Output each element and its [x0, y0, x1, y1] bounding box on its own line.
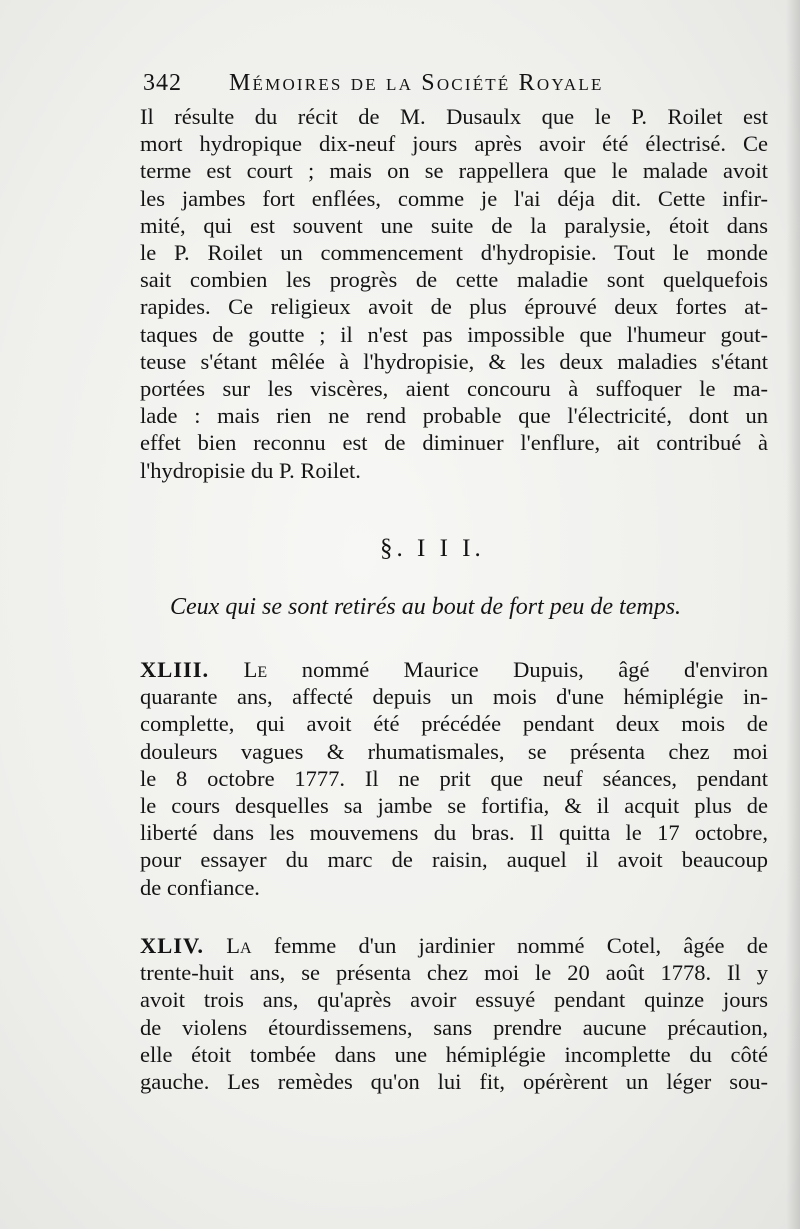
section-subtitle: Ceux qui se sont retirés au bout de fort peu de temps. — [170, 594, 682, 620]
text-line: mité, qui est souvent une suite de la paralysie, étoit dans — [140, 212, 768, 238]
text-line: gauche. Les remèdes qu'on lui fit, opérèrent un léger sou- — [140, 1069, 768, 1095]
paragraph-case-xliv — [140, 932, 768, 1095]
text-line: le P. Roilet un commencement d'hydropisie. Tout le monde — [140, 240, 768, 266]
text-line: mort hydropique dix-neuf jours après avoir été électrisé. Ce — [140, 131, 768, 157]
page-number: 342 — [143, 70, 182, 96]
text-line: effet bien reconnu est de diminuer l'enflure, ait contribué à — [140, 430, 768, 456]
case-lead-word: La — [226, 933, 252, 958]
text-line: pour essayer du marc de raisin, auquel il avoit beaucoup — [140, 847, 768, 873]
text-line: l'hydropisie du P. Roilet. — [140, 457, 361, 483]
text-line: lade : mais rien ne rend probable que l'électricité, dont un — [140, 403, 768, 429]
case-first-line — [140, 932, 768, 959]
text-line: sait combien les progrès de cette maladie sont quelquefois — [140, 267, 768, 293]
text-line: de violens étourdissemens, sans prendre aucune précaution, — [140, 1014, 768, 1040]
text-line: teuse s'étant mêlée à l'hydropisie, & les deux maladies s'étant — [140, 348, 768, 374]
text-line: trente-huit ans, se présenta chez moi le 20 août 1778. Il y — [140, 960, 768, 986]
text-fragment: nommé Maurice Dupuis, âgé d'environ — [301, 657, 769, 682]
text-line: douleurs vagues & rhumatismales, se présenta chez moi — [140, 738, 768, 764]
text-line: les jambes fort enflées, comme je l'ai déja dit. Cette infir- — [140, 185, 768, 211]
paragraph-case-xliii — [140, 656, 768, 901]
text-line: de confiance. — [140, 874, 260, 900]
running-head — [143, 70, 703, 104]
text-line: quarante ans, affecté depuis un mois d'une hémiplégie in- — [140, 684, 768, 710]
case-first-line — [140, 656, 768, 683]
text-line: rapides. Ce religieux avoit de plus éprouvé deux fortes at- — [140, 294, 768, 320]
case-number: XLIV. — [140, 933, 204, 958]
text-line: taques de goutte ; il n'est pas impossible que l'humeur gout- — [140, 321, 768, 347]
text-line: le cours desquelles sa jambe se fortifia, & il acquit plus de — [140, 793, 768, 819]
text-line: terme est court ; mais on se rappellera que le malade avoit — [140, 158, 768, 184]
paragraph-roilet — [140, 103, 768, 484]
text-line: elle étoit tombée dans une hémiplégie incomplette du côté — [140, 1041, 768, 1067]
text-line: le 8 octobre 1777. Il ne prit que neuf séances, pendant — [140, 765, 768, 791]
case-number: XLIII. — [140, 657, 210, 682]
text-line: liberté dans les mouvemens du bras. Il quitta le 17 octobre, — [140, 820, 768, 846]
text-line: avoit trois ans, qu'après avoir essuyé pendant quinze jours — [140, 987, 768, 1013]
text-fragment: femme d'un jardinier nommé Cotel, âgée de — [273, 933, 769, 958]
header-title: Mémoires de la Société Royale — [229, 70, 604, 96]
text-line: portées sur les viscères, aient concouru à suffoquer le ma- — [140, 376, 768, 402]
section-heading: §. I I I. — [380, 535, 485, 562]
page-edge-shadow — [786, 0, 800, 1229]
text-line: Il résulte du récit de M. Dusaulx que le P. Roilet est — [140, 104, 768, 129]
text-line: complette, qui avoit été précédée pendant deux mois de — [140, 711, 768, 737]
case-lead-word: Le — [243, 657, 268, 682]
